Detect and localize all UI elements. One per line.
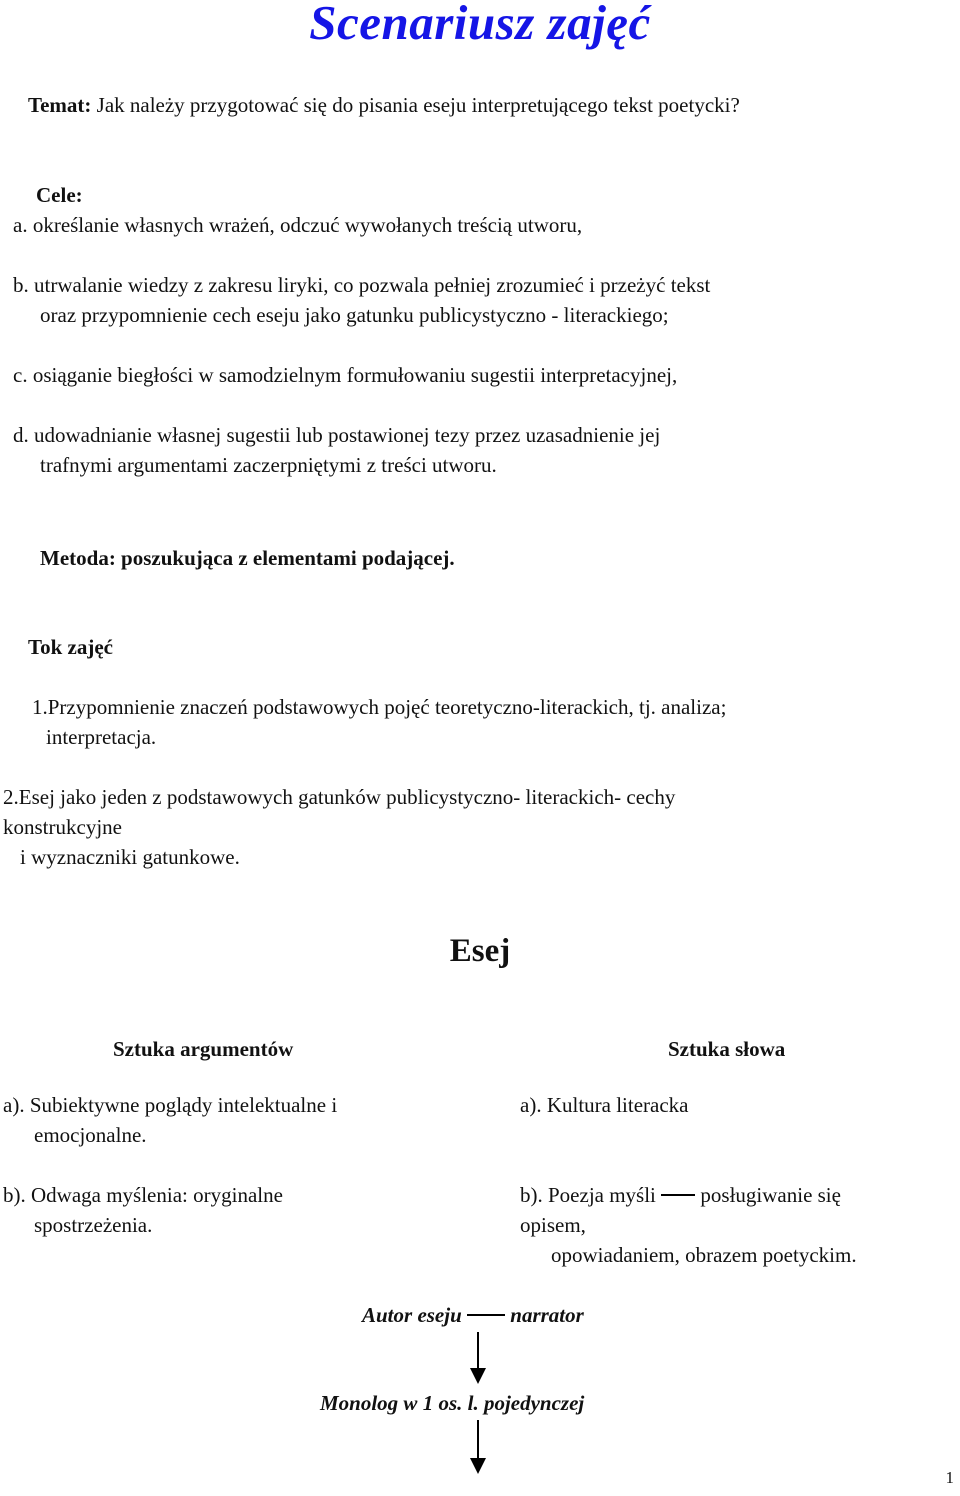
arrow-down-1-icon: [470, 1368, 486, 1384]
goal-d-line2: trafnymi argumentami zaczerpniętymi z treści utworu.: [40, 453, 497, 477]
arrow-down-1-shaft: [477, 1332, 479, 1370]
left-item-b-line1: b). Odwaga myślenia: oryginalne: [3, 1183, 283, 1207]
goal-a: a. określanie własnych wrażeń, odczuć wywołanych treścią utworu,: [13, 213, 583, 237]
author-narrator-line: [362, 1300, 584, 1330]
right-item-b-pre: b). Poezja myśli: [520, 1183, 662, 1207]
left-item-a-line2: emocjonalne.: [34, 1123, 147, 1147]
dash-rule: [467, 1314, 505, 1316]
left-item-b-line2: spostrzeżenia.: [34, 1213, 153, 1237]
author-label: Autor eseju: [362, 1303, 468, 1327]
course-point1-line1: 1.Przypomnienie znaczeń podstawowych pojęć teoretyczno-literackich, tj. analiza;: [32, 695, 727, 719]
goal-b-line2: oraz przypomnienie cech eseju jako gatunku publicystyczno - literackiego;: [40, 303, 669, 327]
right-item-a-line1: a). Kultura literacka: [520, 1093, 689, 1117]
topic-line: [28, 90, 740, 120]
right-item-b-line2: opisem,: [520, 1213, 586, 1237]
course-point2-line1: 2.Esej jako jeden z podstawowych gatunków publicystyczno- literackich- cechy: [3, 785, 676, 809]
left-column-heading: Sztuka argumentów: [113, 1037, 294, 1061]
topic-text: Jak należy przygotować się do pisania eseju interpretującego tekst poetycki?: [91, 93, 740, 117]
goal-b-line1: b. utrwalanie wiedzy z zakresu liryki, co pozwala pełniej zrozumieć i przeżyć tekst: [13, 273, 711, 297]
right-item-b-line3: opowiadaniem, obrazem poetyckim.: [551, 1243, 857, 1267]
course-point2-line2: konstrukcyjne: [3, 815, 122, 839]
course-heading: Tok zajęć: [28, 635, 113, 659]
page-number: 1: [945, 1468, 954, 1487]
method-line: Metoda: poszukująca z elementami podającej.: [40, 546, 455, 570]
right-item-b-line1: [520, 1180, 841, 1210]
arrow-down-2-shaft: [477, 1420, 479, 1460]
essay-heading: Esej: [449, 933, 511, 969]
topic-label: Temat:: [28, 93, 92, 117]
narrator-label: narrator: [505, 1303, 584, 1327]
goals-label: Cele:: [36, 183, 83, 207]
dash-rule: [661, 1194, 695, 1196]
right-item-b-post: posługiwanie się: [695, 1183, 841, 1207]
course-point2-line3: i wyznaczniki gatunkowe.: [20, 845, 240, 869]
goal-c: c. osiąganie biegłości w samodzielnym formułowaniu sugestii interpretacyjnej,: [13, 363, 678, 387]
goal-d-line1: d. udowadnianie własnej sugestii lub postawionej tezy przez uzasadnienie jej: [13, 423, 661, 447]
arrow-down-2-icon: [470, 1458, 486, 1474]
left-item-a-line1: a). Subiektywne poglądy intelektualne i: [3, 1093, 338, 1117]
course-point1-line2: interpretacja.: [46, 725, 157, 749]
monolog-line: Monolog w 1 os. l. pojedynczej: [320, 1391, 585, 1415]
right-column-heading: Sztuka słowa: [668, 1037, 786, 1061]
document-title: Scenariusz zajęć: [309, 0, 651, 50]
